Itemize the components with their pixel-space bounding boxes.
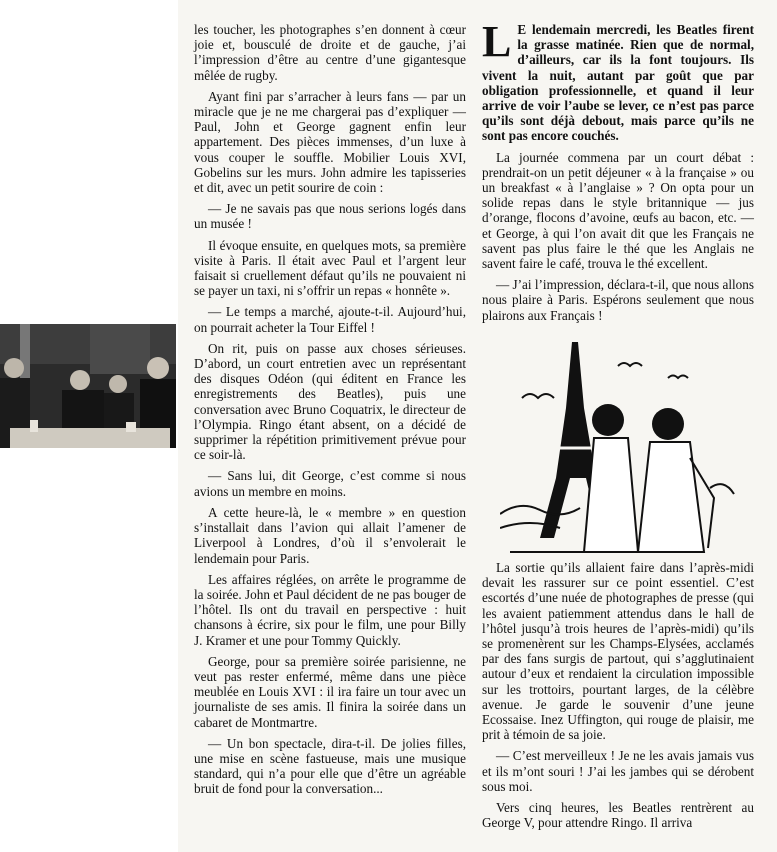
beatles-photo <box>0 324 176 448</box>
paragraph: — Un bon spectacle, dira-t-il. De jolies filles, une mise en scène fastueuse, mais une musique standard, qui n’a pour elle que d’être un agréable bruit de fond pour la conversation... <box>194 735 466 797</box>
paragraph: les toucher, les photographes s’en donnent à cœur joie et, bousculé de droite et de gauche, j’ai l’impression d’être au centre d’une gigantesque mêlée de rugby. <box>194 22 466 83</box>
paragraph: — Sans lui, dit George, c’est comme si nous avions un membre en moins. <box>194 468 466 499</box>
paragraph: Il évoque ensuite, en quelques mots, sa première visite à Paris. Il était avec Paul et l’argent leur faisait si cruellement défaut qu’ils ne pouvaient ni se payer un taxi, ni s’offrir un repas « honnête ». <box>194 237 466 299</box>
paragraph: — C’est merveilleux ! Je ne les avais jamais vus et ils m’ont souri ! J’ai les jambes qui se dérobent sous moi. <box>482 748 754 794</box>
paragraph: — J’ai l’impression, déclara-t-il, que nous allons nous plaire à Paris. Espérons seulement que nous plairons aux Français ! <box>482 277 754 323</box>
paragraph: — Le temps a marché, ajoute-t-il. Aujourd’hui, on pourrait acheter la Tour Eiffel ! <box>194 304 466 335</box>
paragraph: La sortie qu’ils allaient faire dans l’après-midi devait les rassurer sur ce point essentiel. C’est escortés d’une nuée de photographes de presse (qui les avaient patiemment attendus dans le hall de l’hôtel jusqu’à trois heures de l’après-midi) qu’ils se promenèrent sur les Champs-Elysées, acclamés par des fans surgis de partout, qui s’agglutinaient autour d’eux et rendaient la circulation impossible sur les trottoirs, pourtant larges, de la célèbre avenue. Je garde le souvenir d’une jeune Ecossaise. Inez Uffington, qui rouge de plaisir, me prit à témoin de sa joie. <box>482 560 754 743</box>
article-column-right <box>482 17 754 329</box>
paragraph: Vers cinq heures, les Beatles rentrèrent au George V, pour attendre Ringo. Il arriva <box>482 800 754 831</box>
paragraph: Ayant fini par s’arracher à leurs fans — par un miracle que je ne me chargerai pas d’expliquer — Paul, John et George gagnent enfin leur appartement. Des pièces immenses, d’un luxe à vous couper le souffle. Mobilier Louis XVI, Gobelins sur les murs. John admire les tapisseries et dit, avec un petit sourire de coin : <box>194 88 466 196</box>
paragraph: A cette heure-là, le « membre » en question s’installait dans l’avion qui allait l’amener de Liverpool à Londres, d’où il s’envolerait le lendemain pour Paris. <box>194 504 466 566</box>
lead-paragraph <box>482 17 754 144</box>
paragraph: La journée commena par un court débat : prendrait-on un petit déjeuner « à la française » ou un breakfast « à l’anglaise » ? On opta pour un solide repas dans le style britannique — jus d’orange, flocons d’avoine, œufs au bacon, etc. — et George, à qui l’on avait dit que les Français ne savent pas plus faire le thé que les Anglais ne savent faire le café, trouva le thé excellent. <box>482 149 754 272</box>
paragraph: George, pour sa première soirée parisienne, ne veut pas rester enfermé, même dans une pièce meublée en Louis XVI : il ira faire un tour avec un journaliste de ses amis. Il finira la soirée dans un cabaret de Montmartre. <box>194 653 466 730</box>
paragraph: Les affaires réglées, on arrête le programme de la soirée. John et Paul décident de ne pas bouger de l’hôtel. Ils ont du travail en perspective : huit chansons à écrire, six pour le film, une pour Billy J. Kramer et une pour Tommy Quickly. <box>194 571 466 648</box>
lead-text: E lendemain mercredi, les Beatles firent la grasse matinée. Rien que de normal, d’ailleurs, car ils la font toujours. Ils vivent la nuit, autant par goût que par obligation professionnelle, et quand il leur arrive de voir l’aube se lever, ce n’est pas parce qu’ils sont déjà debout, mais parce qu’ils ne sont pas encore couchés. <box>482 22 754 144</box>
article-column-right-bottom <box>482 560 754 836</box>
paragraph: — Je ne savais pas que nous serions logés dans un musée ! <box>194 201 466 232</box>
eiffel-tower-illustration <box>500 338 748 560</box>
paragraph: On rit, puis on passe aux choses sérieuses. D’abord, un court entretien avec un représentant des disques Odéon (qui éditent en France les enregistrements des Beatles), puis une conversation avec Bruno Coquatrix, le directeur de l’Olympia. Ringo étant absent, on a décidé de supprimer la répétition primitivement prévue pour ce soir-là. <box>194 340 466 463</box>
drop-cap: L <box>482 17 512 66</box>
article-column-left <box>194 22 466 803</box>
